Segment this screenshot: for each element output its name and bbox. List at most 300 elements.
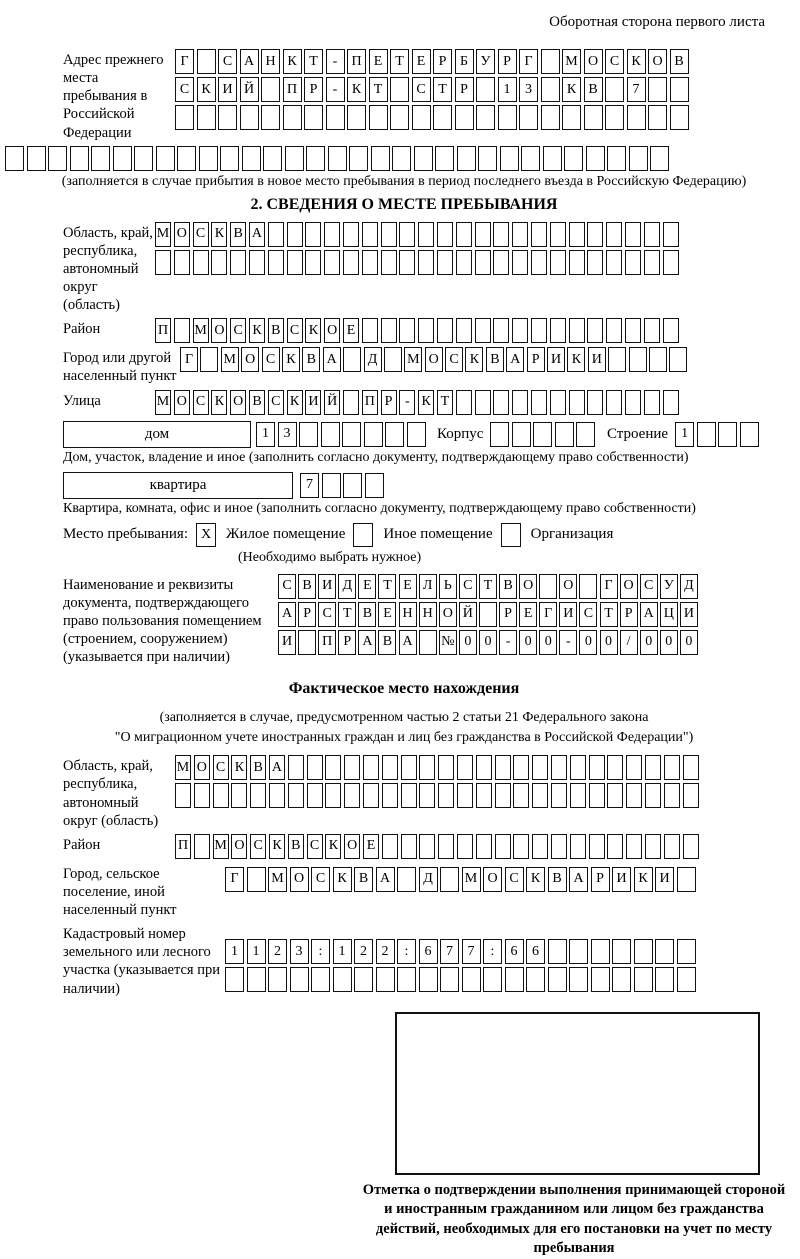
char-cell[interactable] (476, 105, 495, 130)
char-cell[interactable]: С (250, 834, 266, 859)
char-cell[interactable] (381, 250, 397, 275)
char-cell[interactable] (570, 834, 586, 859)
char-cell[interactable] (495, 755, 511, 780)
char-cell[interactable]: - (326, 77, 345, 102)
char-cell[interactable] (505, 967, 524, 992)
char-cell[interactable] (634, 967, 653, 992)
char-cell[interactable]: С (213, 755, 229, 780)
char-cell[interactable]: А (240, 49, 259, 74)
char-cell[interactable]: П (347, 49, 366, 74)
char-cell[interactable]: М (155, 222, 171, 247)
char-cell[interactable] (437, 222, 453, 247)
char-cell[interactable]: Н (419, 602, 437, 627)
char-cell[interactable]: П (155, 318, 171, 343)
char-cell[interactable]: 1 (225, 939, 244, 964)
char-cell[interactable]: К (526, 867, 545, 892)
char-cell[interactable]: Т (600, 602, 618, 627)
char-cell[interactable] (48, 146, 67, 171)
char-cell[interactable]: И (318, 574, 336, 599)
char-cell[interactable]: Р (527, 347, 545, 372)
char-cell[interactable] (670, 105, 689, 130)
char-cell[interactable] (569, 390, 585, 415)
char-cell[interactable] (475, 250, 491, 275)
apartment-type-box[interactable]: квартира (63, 472, 293, 499)
char-cell[interactable]: - (499, 630, 517, 655)
char-cell[interactable] (418, 250, 434, 275)
char-cell[interactable]: К (287, 390, 303, 415)
char-cell[interactable] (664, 783, 680, 808)
char-cell[interactable] (298, 630, 316, 655)
char-cell[interactable]: - (399, 390, 415, 415)
char-cell[interactable] (285, 146, 304, 171)
char-cell[interactable]: О (241, 347, 259, 372)
char-cell[interactable] (607, 755, 623, 780)
char-cell[interactable] (437, 318, 453, 343)
char-cell[interactable]: О (483, 867, 502, 892)
char-cell[interactable] (384, 347, 402, 372)
char-cell[interactable] (193, 250, 209, 275)
char-cell[interactable]: К (305, 318, 321, 343)
char-cell[interactable]: О (519, 574, 537, 599)
char-cell[interactable]: Г (600, 574, 618, 599)
char-cell[interactable]: С (278, 574, 296, 599)
char-cell[interactable] (194, 834, 210, 859)
char-cell[interactable] (414, 146, 433, 171)
char-cell[interactable] (362, 250, 378, 275)
char-cell[interactable]: В (670, 49, 689, 74)
char-cell[interactable] (344, 755, 360, 780)
char-cell[interactable] (587, 222, 603, 247)
char-cell[interactable] (606, 318, 622, 343)
char-cell[interactable] (513, 834, 529, 859)
char-cell[interactable]: Т (433, 77, 452, 102)
char-cell[interactable] (587, 250, 603, 275)
char-cell[interactable]: Е (358, 574, 376, 599)
char-cell[interactable] (382, 834, 398, 859)
char-cell[interactable] (587, 390, 603, 415)
char-cell[interactable] (512, 222, 528, 247)
char-cell[interactable]: В (249, 390, 265, 415)
char-cell[interactable] (606, 390, 622, 415)
char-cell[interactable]: Г (539, 602, 557, 627)
char-cell[interactable] (650, 146, 669, 171)
char-cell[interactable] (399, 250, 415, 275)
char-cell[interactable] (589, 834, 605, 859)
char-cell[interactable]: Й (240, 77, 259, 102)
char-cell[interactable] (475, 222, 491, 247)
char-cell[interactable]: А (640, 602, 658, 627)
char-cell[interactable] (326, 105, 345, 130)
char-cell[interactable] (606, 222, 622, 247)
char-cell[interactable] (683, 783, 699, 808)
char-cell[interactable]: И (612, 867, 631, 892)
char-cell[interactable] (550, 318, 566, 343)
char-cell[interactable] (456, 318, 472, 343)
char-cell[interactable]: К (465, 347, 483, 372)
char-cell[interactable]: Е (363, 834, 379, 859)
char-cell[interactable]: О (230, 390, 246, 415)
char-cell[interactable] (591, 967, 610, 992)
char-cell[interactable] (382, 783, 398, 808)
char-cell[interactable]: О (584, 49, 603, 74)
char-cell[interactable]: 0 (680, 630, 698, 655)
char-cell[interactable] (457, 834, 473, 859)
char-cell[interactable]: Р (499, 602, 517, 627)
char-cell[interactable]: М (175, 755, 191, 780)
char-cell[interactable]: К (283, 49, 302, 74)
char-cell[interactable]: Т (437, 390, 453, 415)
char-cell[interactable] (261, 105, 280, 130)
char-cell[interactable] (513, 755, 529, 780)
char-cell[interactable] (718, 422, 737, 447)
char-cell[interactable] (363, 783, 379, 808)
char-cell[interactable]: Г (180, 347, 198, 372)
char-cell[interactable] (550, 222, 566, 247)
char-cell[interactable]: О (211, 318, 227, 343)
char-cell[interactable] (399, 222, 415, 247)
char-cell[interactable] (644, 318, 660, 343)
char-cell[interactable] (70, 146, 89, 171)
char-cell[interactable]: Е (378, 602, 396, 627)
char-cell[interactable]: 0 (579, 630, 597, 655)
char-cell[interactable]: К (627, 49, 646, 74)
char-cell[interactable]: 3 (519, 77, 538, 102)
char-cell[interactable] (532, 834, 548, 859)
char-cell[interactable] (626, 755, 642, 780)
char-cell[interactable]: Е (399, 574, 417, 599)
char-cell[interactable]: / (620, 630, 638, 655)
char-cell[interactable] (644, 250, 660, 275)
char-cell[interactable] (579, 574, 597, 599)
char-cell[interactable]: С (579, 602, 597, 627)
char-cell[interactable] (328, 146, 347, 171)
char-cell[interactable]: С (318, 602, 336, 627)
char-cell[interactable]: А (569, 867, 588, 892)
char-cell[interactable]: С (445, 347, 463, 372)
char-cell[interactable] (663, 250, 679, 275)
char-cell[interactable]: И (278, 630, 296, 655)
char-cell[interactable] (663, 222, 679, 247)
char-cell[interactable]: 0 (519, 630, 537, 655)
char-cell[interactable] (664, 755, 680, 780)
char-cell[interactable] (562, 105, 581, 130)
char-cell[interactable] (155, 250, 171, 275)
char-cell[interactable] (629, 347, 647, 372)
char-cell[interactable]: В (298, 574, 316, 599)
char-cell[interactable]: В (302, 347, 320, 372)
house-type-box[interactable]: дом (63, 421, 251, 448)
char-cell[interactable]: 7 (440, 939, 459, 964)
char-cell[interactable] (174, 250, 190, 275)
char-cell[interactable] (156, 146, 175, 171)
char-cell[interactable]: 1 (247, 939, 266, 964)
char-cell[interactable] (587, 318, 603, 343)
char-cell[interactable] (365, 473, 384, 498)
char-cell[interactable]: К (634, 867, 653, 892)
char-cell[interactable] (625, 318, 641, 343)
char-cell[interactable] (490, 422, 509, 447)
char-cell[interactable] (134, 146, 153, 171)
char-cell[interactable] (625, 250, 641, 275)
char-cell[interactable] (513, 783, 529, 808)
char-cell[interactable]: П (175, 834, 191, 859)
char-cell[interactable]: А (376, 867, 395, 892)
char-cell[interactable] (364, 422, 383, 447)
char-cell[interactable] (27, 146, 46, 171)
char-cell[interactable] (369, 105, 388, 130)
char-cell[interactable] (407, 422, 426, 447)
char-cell[interactable] (247, 967, 266, 992)
char-cell[interactable]: Т (304, 49, 323, 74)
char-cell[interactable] (440, 867, 459, 892)
char-cell[interactable] (174, 318, 190, 343)
char-cell[interactable]: И (680, 602, 698, 627)
char-cell[interactable] (194, 783, 210, 808)
char-cell[interactable] (512, 318, 528, 343)
char-cell[interactable]: М (404, 347, 422, 372)
char-cell[interactable] (435, 146, 454, 171)
char-cell[interactable] (591, 939, 610, 964)
char-cell[interactable] (589, 783, 605, 808)
char-cell[interactable]: Г (225, 867, 244, 892)
char-cell[interactable]: Д (419, 867, 438, 892)
char-cell[interactable] (648, 105, 667, 130)
char-cell[interactable]: И (588, 347, 606, 372)
char-cell[interactable] (475, 390, 491, 415)
char-cell[interactable] (670, 77, 689, 102)
char-cell[interactable]: 0 (640, 630, 658, 655)
char-cell[interactable] (498, 105, 517, 130)
char-cell[interactable] (569, 318, 585, 343)
char-cell[interactable] (419, 967, 438, 992)
char-cell[interactable]: 0 (459, 630, 477, 655)
char-cell[interactable] (175, 783, 191, 808)
char-cell[interactable]: П (318, 630, 336, 655)
char-cell[interactable]: О (425, 347, 443, 372)
checkbox-residential[interactable]: X (196, 523, 216, 547)
char-cell[interactable] (304, 105, 323, 130)
char-cell[interactable] (531, 250, 547, 275)
char-cell[interactable] (457, 146, 476, 171)
char-cell[interactable] (539, 574, 557, 599)
char-cell[interactable] (555, 422, 574, 447)
char-cell[interactable] (401, 834, 417, 859)
char-cell[interactable]: 0 (479, 630, 497, 655)
char-cell[interactable] (287, 222, 303, 247)
char-cell[interactable]: О (174, 222, 190, 247)
char-cell[interactable]: Р (591, 867, 610, 892)
char-cell[interactable]: 2 (376, 939, 395, 964)
char-cell[interactable]: В (230, 222, 246, 247)
char-cell[interactable] (531, 390, 547, 415)
char-cell[interactable]: С (175, 77, 194, 102)
char-cell[interactable] (324, 250, 340, 275)
char-cell[interactable] (401, 783, 417, 808)
char-cell[interactable] (669, 347, 687, 372)
char-cell[interactable]: 7 (627, 77, 646, 102)
char-cell[interactable] (349, 146, 368, 171)
char-cell[interactable]: Е (412, 49, 431, 74)
char-cell[interactable]: К (347, 77, 366, 102)
char-cell[interactable] (385, 422, 404, 447)
char-cell[interactable]: К (418, 390, 434, 415)
char-cell[interactable] (305, 222, 321, 247)
char-cell[interactable] (521, 146, 540, 171)
checkbox-other-premise[interactable] (353, 523, 373, 547)
char-cell[interactable] (242, 146, 261, 171)
char-cell[interactable]: М (213, 834, 229, 859)
char-cell[interactable] (433, 105, 452, 130)
char-cell[interactable]: : (483, 939, 502, 964)
char-cell[interactable] (376, 967, 395, 992)
char-cell[interactable]: В (486, 347, 504, 372)
char-cell[interactable] (113, 146, 132, 171)
char-cell[interactable] (343, 390, 359, 415)
char-cell[interactable]: М (268, 867, 287, 892)
char-cell[interactable]: О (439, 602, 457, 627)
char-cell[interactable]: : (397, 939, 416, 964)
char-cell[interactable] (645, 755, 661, 780)
char-cell[interactable] (199, 146, 218, 171)
char-cell[interactable] (512, 250, 528, 275)
char-cell[interactable]: А (323, 347, 341, 372)
char-cell[interactable] (419, 755, 435, 780)
char-cell[interactable] (627, 105, 646, 130)
char-cell[interactable] (299, 422, 318, 447)
char-cell[interactable] (231, 783, 247, 808)
char-cell[interactable] (247, 867, 266, 892)
char-cell[interactable] (419, 834, 435, 859)
char-cell[interactable]: 3 (290, 939, 309, 964)
char-cell[interactable]: И (655, 867, 674, 892)
char-cell[interactable] (288, 755, 304, 780)
char-cell[interactable] (392, 146, 411, 171)
char-cell[interactable] (230, 250, 246, 275)
char-cell[interactable] (381, 222, 397, 247)
char-cell[interactable]: И (559, 602, 577, 627)
char-cell[interactable]: 7 (462, 939, 481, 964)
char-cell[interactable] (576, 422, 595, 447)
char-cell[interactable] (541, 105, 560, 130)
char-cell[interactable] (570, 755, 586, 780)
char-cell[interactable] (476, 755, 492, 780)
char-cell[interactable]: С (307, 834, 323, 859)
char-cell[interactable]: С (193, 222, 209, 247)
char-cell[interactable] (305, 250, 321, 275)
char-cell[interactable]: Ц (660, 602, 678, 627)
char-cell[interactable] (322, 473, 341, 498)
char-cell[interactable] (612, 967, 631, 992)
char-cell[interactable]: Р (620, 602, 638, 627)
char-cell[interactable] (288, 783, 304, 808)
char-cell[interactable] (343, 222, 359, 247)
char-cell[interactable]: Л (419, 574, 437, 599)
char-cell[interactable]: М (462, 867, 481, 892)
char-cell[interactable] (344, 783, 360, 808)
char-cell[interactable] (550, 250, 566, 275)
char-cell[interactable] (457, 755, 473, 780)
char-cell[interactable] (455, 105, 474, 130)
char-cell[interactable] (240, 105, 259, 130)
char-cell[interactable]: В (250, 755, 266, 780)
char-cell[interactable]: М (193, 318, 209, 343)
char-cell[interactable] (512, 422, 531, 447)
char-cell[interactable] (476, 783, 492, 808)
char-cell[interactable]: С (262, 347, 280, 372)
char-cell[interactable]: В (358, 602, 376, 627)
char-cell[interactable] (261, 77, 280, 102)
char-cell[interactable] (645, 834, 661, 859)
char-cell[interactable]: 6 (419, 939, 438, 964)
char-cell[interactable] (589, 755, 605, 780)
char-cell[interactable] (683, 834, 699, 859)
char-cell[interactable] (268, 222, 284, 247)
char-cell[interactable] (483, 967, 502, 992)
char-cell[interactable] (213, 783, 229, 808)
char-cell[interactable] (290, 967, 309, 992)
char-cell[interactable]: Р (298, 602, 316, 627)
char-cell[interactable]: И (218, 77, 237, 102)
char-cell[interactable]: У (476, 49, 495, 74)
char-cell[interactable]: К (211, 390, 227, 415)
char-cell[interactable]: 2 (354, 939, 373, 964)
char-cell[interactable] (401, 755, 417, 780)
char-cell[interactable] (626, 783, 642, 808)
char-cell[interactable]: С (218, 49, 237, 74)
char-cell[interactable]: Г (519, 49, 538, 74)
char-cell[interactable]: И (547, 347, 565, 372)
char-cell[interactable] (493, 318, 509, 343)
char-cell[interactable] (677, 867, 696, 892)
char-cell[interactable] (655, 967, 674, 992)
char-cell[interactable] (550, 390, 566, 415)
char-cell[interactable]: Н (399, 602, 417, 627)
char-cell[interactable]: К (282, 347, 300, 372)
char-cell[interactable] (606, 250, 622, 275)
char-cell[interactable]: С (193, 390, 209, 415)
char-cell[interactable]: К (325, 834, 341, 859)
char-cell[interactable]: Г (175, 49, 194, 74)
char-cell[interactable]: - (326, 49, 345, 74)
char-cell[interactable] (677, 939, 696, 964)
char-cell[interactable]: О (620, 574, 638, 599)
char-cell[interactable] (655, 939, 674, 964)
char-cell[interactable] (644, 390, 660, 415)
char-cell[interactable] (363, 755, 379, 780)
char-cell[interactable]: К (249, 318, 265, 343)
char-cell[interactable] (418, 318, 434, 343)
char-cell[interactable] (648, 77, 667, 102)
char-cell[interactable] (343, 250, 359, 275)
char-cell[interactable] (412, 105, 431, 130)
char-cell[interactable] (629, 146, 648, 171)
char-cell[interactable] (457, 783, 473, 808)
char-cell[interactable]: И (305, 390, 321, 415)
char-cell[interactable]: С (230, 318, 246, 343)
char-cell[interactable]: С (605, 49, 624, 74)
char-cell[interactable] (268, 967, 287, 992)
char-cell[interactable] (570, 783, 586, 808)
char-cell[interactable]: С (459, 574, 477, 599)
char-cell[interactable] (677, 967, 696, 992)
char-cell[interactable]: Р (455, 77, 474, 102)
char-cell[interactable] (399, 318, 415, 343)
char-cell[interactable] (456, 222, 472, 247)
char-cell[interactable] (608, 347, 626, 372)
char-cell[interactable]: А (269, 755, 285, 780)
char-cell[interactable] (382, 755, 398, 780)
char-cell[interactable] (493, 250, 509, 275)
